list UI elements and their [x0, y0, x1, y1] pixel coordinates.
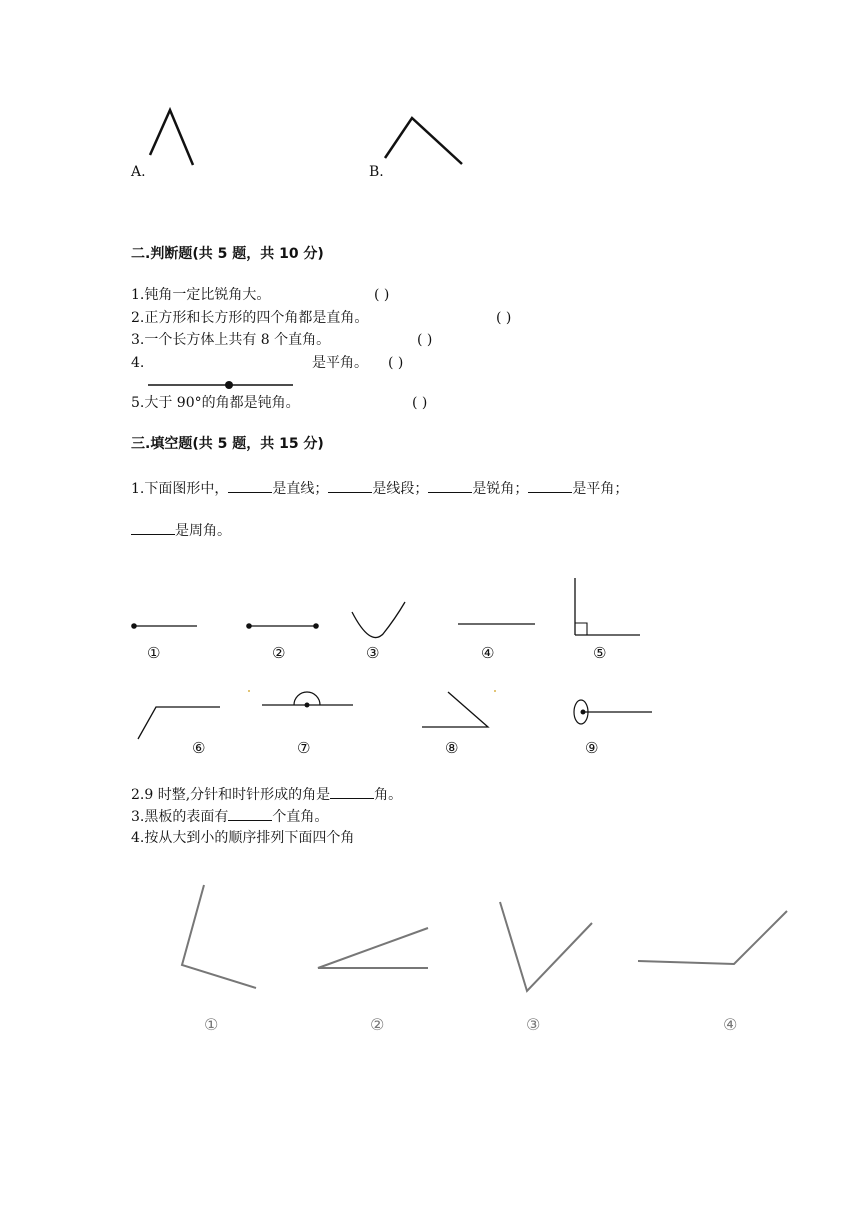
- q1-blank-1[interactable]: [228, 478, 272, 493]
- figure-5-right-angle: [575, 578, 640, 635]
- judge-item-3-paren: ( ): [417, 332, 433, 348]
- angle-3-figure: [500, 902, 592, 991]
- option-b-label: B.: [369, 164, 384, 180]
- judge-item-2: 2.正方形和长方形的四个角都是直角。: [131, 310, 369, 326]
- q1-part-3: 是锐角；: [472, 481, 529, 497]
- figure-label-3: ③: [366, 644, 380, 662]
- q1-blank-4[interactable]: [528, 478, 572, 493]
- figure-3-curve: [352, 602, 405, 638]
- four-angles-panel: [160, 875, 820, 1005]
- q1-part-1: 是直线；: [272, 481, 329, 497]
- judge-item-4-paren: ( ): [388, 355, 404, 371]
- q2-suffix: 角。: [374, 787, 403, 803]
- angle-label-4: ④: [723, 1015, 738, 1034]
- figure-1-ray: [131, 623, 197, 629]
- option-b-angle-figure: [380, 108, 470, 168]
- section2-title: 二.判断题(共 5 题，共 10 分): [131, 246, 324, 262]
- judge-item-1: 1.钝角一定比锐角大。: [131, 287, 271, 303]
- angle-label-2: ②: [370, 1015, 385, 1034]
- q1-blank-5[interactable]: [131, 520, 175, 535]
- figure-7-straight-angle: [248, 690, 353, 708]
- section3-title: 三.填空题(共 5 题，共 15 分): [131, 436, 324, 452]
- fill-question-1-line2: [131, 520, 231, 540]
- fill-question-4: 4.按从大到小的顺序排列下面四个角: [131, 830, 355, 846]
- angle-1-figure: [182, 885, 256, 988]
- q1-prefix: 1.下面图形中，: [131, 481, 229, 497]
- q2-prefix: 2.9 时整,分针和时针形成的角是: [131, 787, 331, 803]
- figure-label-1: ①: [147, 644, 161, 662]
- q1-part-4: 是平角；: [572, 481, 629, 497]
- figure-label-2: ②: [272, 644, 286, 662]
- figure-label-7: ⑦: [297, 739, 311, 757]
- fill-question-3: [131, 806, 328, 826]
- judge-item-4: 4.: [131, 355, 145, 371]
- q3-blank[interactable]: [228, 806, 272, 821]
- judge-item-4-suffix: 是平角。: [312, 355, 368, 371]
- angle-2-figure: [318, 928, 428, 968]
- q1-part-2: 是线段；: [372, 481, 429, 497]
- judge-item-5-paren: ( ): [412, 395, 428, 411]
- figure-9-full-angle: [574, 700, 652, 724]
- figure-label-5: ⑤: [593, 644, 607, 662]
- angle-label-1: ①: [204, 1015, 219, 1034]
- q1-blank-3[interactable]: [428, 478, 472, 493]
- angle-label-3: ③: [526, 1015, 541, 1034]
- figure-label-9: ⑨: [585, 739, 599, 757]
- figure-label-8: ⑧: [445, 739, 459, 757]
- straight-angle-figure: [148, 379, 298, 391]
- figure-8-acute-angle: [422, 690, 496, 727]
- judge-item-1-paren: ( ): [374, 287, 390, 303]
- q1-blank-2[interactable]: [328, 478, 372, 493]
- fill-question-1-line1: [131, 478, 628, 498]
- angle-4-figure: [638, 911, 787, 964]
- figure-label-6: ⑥: [192, 739, 206, 757]
- figures-panel: [125, 572, 685, 772]
- option-a-label: A.: [131, 164, 146, 180]
- judge-item-5: 5.大于 90°的角都是钝角。: [131, 395, 300, 411]
- figure-6-obtuse-angle: [138, 707, 220, 739]
- judge-item-2-paren: ( ): [496, 310, 512, 326]
- judge-item-3: 3.一个长方体上共有 8 个直角。: [131, 332, 331, 348]
- q2-blank[interactable]: [330, 784, 374, 799]
- q3-prefix: 3.黑板的表面有: [131, 809, 229, 825]
- fill-question-2: [131, 784, 402, 804]
- q1-part-5: 是周角。: [175, 523, 231, 539]
- q3-suffix: 个直角。: [272, 809, 329, 825]
- option-a-angle-figure: [140, 100, 200, 170]
- figure-label-4: ④: [481, 644, 495, 662]
- figure-2-segment: [246, 623, 319, 629]
